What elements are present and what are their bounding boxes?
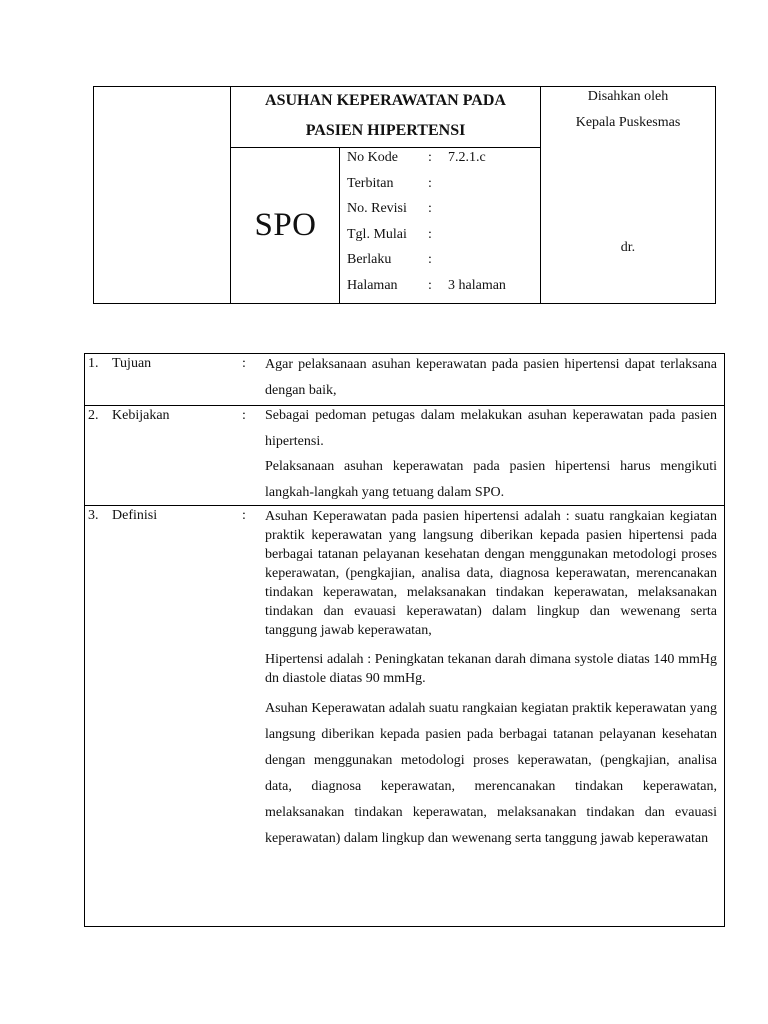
meta-value: 3 halaman (448, 277, 506, 293)
meta-row-terbitan (347, 175, 537, 201)
meta-row-no-revisi (347, 200, 537, 226)
logo-cell (94, 87, 230, 303)
meta-label: Terbitan (347, 175, 394, 191)
approval-line-2: Kepala Puskesmas (575, 115, 681, 130)
meta-row-tgl-mulai (347, 226, 537, 252)
meta-label: Halaman (347, 277, 398, 293)
section-label: Tujuan (112, 356, 152, 371)
meta-colon: : (428, 226, 432, 242)
meta-colon: : (428, 252, 432, 268)
section-content (265, 352, 717, 404)
meta-label: No. Revisi (347, 201, 407, 217)
section-content (265, 507, 717, 852)
meta-colon: : (428, 277, 432, 293)
meta-colon: : (428, 201, 432, 217)
section-label: Definisi (112, 508, 158, 523)
spo-content-table (84, 353, 725, 927)
meta-colon: : (428, 150, 432, 165)
section-colon: : (242, 408, 246, 423)
meta-row-no-kode (347, 149, 537, 175)
section-number: 2. (88, 408, 99, 423)
document-title (231, 87, 540, 148)
title-line-1: ASUHAN KEPERAWATAN PADA (265, 92, 506, 109)
approval-name: dr. (620, 240, 636, 255)
section-colon: : (242, 508, 246, 523)
meta-label: Berlaku (347, 252, 392, 268)
section-row-definisi (85, 506, 724, 926)
section-paragraph: Asuhan Keperawatan pada pasien hipertensi adalah : suatu rangkaian kegiatan praktik keperawatan yang langsung diberikan kepada pasien hipertensi pada berbagai tatanan pelayanan kesehatan dengan menggunakan metodologi proses keperawatan, (pengkajian, analisa data, diagnosa keperawatan, merencanakan tindakan keperawatan, melaksanakan tindakan keperawatan, melaksanakan tindakan dan evauasi keperawatan) dalam lingkup dan wewenang serta tanggung jawab keperawatan, (265, 509, 717, 638)
section-paragraph: Hipertensi adalah : Peningkatan tekanan darah dimana systole diatas 140 mmHg dn diastole diatas 90 mmHg. (265, 652, 717, 686)
meta-label: Tgl. Mulai (347, 226, 407, 242)
section-label: Kebijakan (112, 408, 170, 423)
section-number: 1. (88, 356, 99, 371)
meta-row-halaman (347, 277, 537, 303)
section-content (265, 403, 717, 506)
approval-line-1: Disahkan oleh (587, 89, 669, 104)
section-row-tujuan (85, 354, 724, 405)
meta-row-berlaku (347, 251, 537, 277)
section-colon: : (242, 356, 246, 371)
spo-label: SPO (254, 207, 317, 243)
section-paragraph: Pelaksanaan asuhan keperawatan pada pasien hipertensi harus mengikuti langkah-langkah yang tetuang dalam SPO. (265, 459, 717, 500)
document-meta (347, 149, 537, 303)
meta-value: 7.2.1.c (448, 150, 486, 165)
spo-header-table (93, 86, 716, 304)
section-row-kebijakan (85, 406, 724, 506)
section-paragraph: Asuhan Keperawatan adalah suatu rangkaian kegiatan praktik keperawatan yang langsung diberikan kepada pasien pada berbagai tatanan pelayanan kesehatan dengan menggunakan metodologi proses keperawatan, (pengkajian, analisa data, diagnosa keperawatan, merencanakan tindakan keperawatan, melaksanakan tindakan keperawatan, melaksanakan tindakan dan evauasi keperawatan) dalam lingkup dan wewenang serta tanggung jawab keperawatan (265, 701, 717, 846)
meta-label: No Kode (347, 150, 398, 165)
section-paragraph: Agar pelaksanaan asuhan keperawatan pada pasien hipertensi dapat terlaksana dengan baik, (265, 357, 717, 398)
title-line-2: PASIEN HIPERTENSI (305, 122, 466, 139)
section-number: 3. (88, 508, 99, 523)
meta-colon: : (428, 175, 432, 191)
approval-cell (541, 87, 715, 303)
section-paragraph: Sebagai pedoman petugas dalam melakukan asuhan keperawatan pada pasien hipertensi. (265, 408, 717, 449)
